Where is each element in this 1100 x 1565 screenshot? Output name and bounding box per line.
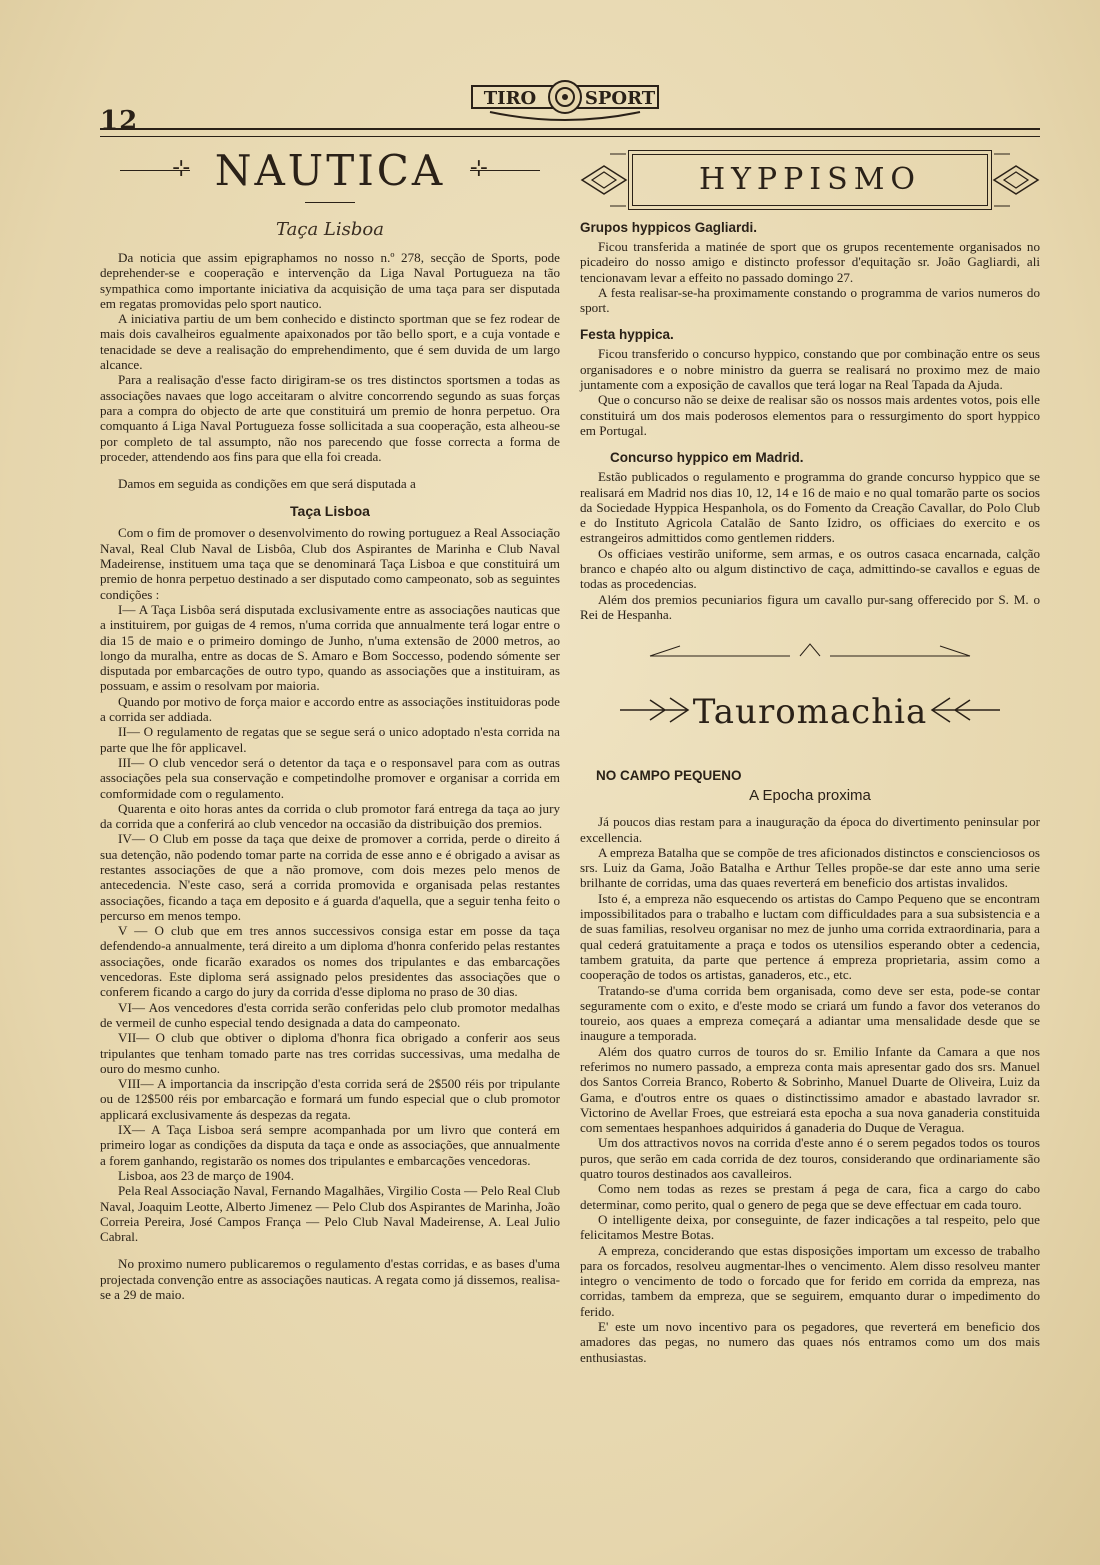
item-heading: Concurso hyppico em Madrid. [610, 450, 804, 466]
closing-paragraph: No proximo numero publicaremos o regulamento d'estas corridas, e as bases d'uma projectada convenção entre as associações nauticas. A regata como já dissemos, realisa-se a 29 de maio. [100, 1256, 560, 1302]
paragraph: Além dos quatro curros de touros do sr. Emilio Infante da Camara a que nos referimos no numero passado, a empreza conta mais apresentar gado dos srs. Manuel dos Santos Correia Branco, Roberto & Sobrinho, Manuel Duarte de Oliveira, Luiz da Gama, e d'outros entre os quaes o distinctissimo amador e abastado lavrador sr. Victorino de Avellar Froes, que estreiará esta epocha a sua nova ganaderia constituida com sementaes hespanhoes adquiridos á ganaderia do Duque de Veragua. [580, 1043, 1040, 1136]
flourish-icon: ⊹ [469, 156, 488, 181]
hyppismo-heading [580, 140, 1040, 214]
paragraph: A empreza, conciderando que estas disposições importam um excesso de trabalho para os forcados, resolveu augmentar-lhes o vencimento. Alem disso resolveu manter integro o vencimento de todo o forcado que for ferido em corrida da empreza, nas corridas, tambem da empreza, que se seguirem, emquanto durar o impedimento do ferido. [580, 1242, 1040, 1319]
date-line: Lisboa, aos 23 de março de 1904. [118, 1167, 294, 1183]
paragraph: A festa realisar-se-ha proximamente constando o programma de varios numeros do sport. [580, 284, 1040, 316]
paragraph: O intelligente deixa, por conseguinte, de fazer indicações a tal respeito, pelo que felicitamos Mestre Botas. [580, 1211, 1040, 1243]
condition: V — O club que em tres annos successivos consiga estar em posse da taça defendendo-a annualmente, terá direito a um diploma d'honra conferido pelas restantes associações, onde ficarão exarados os nomes dos tripulantes e das embarcações vencedoras. Este diploma será assignado pelos presidentes das associações que o conferem ficando a cargo do jury da corrida d'esse diploma no praso de 30 dias. [100, 923, 560, 1000]
masthead-logo [470, 72, 660, 122]
paragraph: A empreza Batalha que se compõe de tres aficionados distinctos e conscienciosos os srs. Luiz da Gama, João Batalha e Arthur Telles propõe-se dar este anno uma serie brilhante de corridas, uma das quaes reverterá em beneficio dos artistas invalidos. [580, 844, 1040, 891]
condition: VI— Aos vencedores d'esta corrida serão conferidas pelo club promotor medalhas de vermeil de cunho especial tendo designada a data do campeonato. [100, 999, 560, 1030]
paragraph: Ficou transferido o concurso hyppico, constando que por combinação entre os seus organisadores e o nobre ministro da guerra se realisará no proximo mez de maio juntamente com a exposição de cavallos que terá logar na Real Tapada da Ajuda. [580, 346, 1040, 393]
arrow-flourish-right-icon [930, 690, 1000, 730]
paragraph: Além dos premios pecuniarios figura um cavallo pur-sang offerecido por S. M. o Rei de Hespanha. [580, 591, 1040, 622]
page-number: 12 [100, 106, 139, 136]
header-rule [100, 128, 1040, 137]
signatures: Pela Real Associação Naval, Fernando Magalhães, Virgilio Costa — Pelo Real Club Naval, Joaquim Leotte, Alberto Jimenez — Pelo Club dos Aspirantes de Marinha, João Correia Pereira, José Campos França — Pelo Club Naval Madeirense, A. Leal Julio Cabral. [100, 1183, 560, 1245]
condition: IX— A Taça Lisboa será sempre acompanhada por um livro que conterá em primeiro logar as condições da disputa da taça e onde as associações, que annualmente a forem ganhando, registarão os nomes dos tripulantes e embarcações vencedoras. [100, 1122, 560, 1168]
ornament-divider-icon [640, 642, 980, 666]
divider [305, 202, 355, 203]
paragraph: Que o concurso não se deixe de realisar são os nossos mais ardentes votos, pois elle constituirá um dos mais poderosos elementos para o ressurgimento do sport hyppico em Portugal. [580, 392, 1040, 438]
tauromachia-heading [580, 622, 1040, 772]
condition: III— O club vencedor será o detentor da taça e o responsavel para com as outras associações pela sua conservação e competindolhe promover e organisar a corrida em comformidade com o regulamento. [100, 754, 560, 801]
right-column [580, 140, 1040, 1365]
condition: I— A Taça Lisbôa será disputada exclusivamente entre as associações nauticas que a instituirem, por guigas de 4 remos, n'uma corrida que annualmente terá logar entre o dia 15 de maio e o primeiro domingo de Junho, n'uma extensão de 2000 metros, ao longo da muralha, entre as docas de S. Amaro e Bom Soccesso, podendo sómente ser disputada por embarcações de outro typo, quando as associações que a instituiram, as possuam, e assim o resolvam por maioria. [100, 601, 560, 694]
paragraph: Os officiaes vestirão uniforme, sem armas, e os outros casaca encarnada, calção branco e chapéo alto ou algum distinctivo de caça, admittindo-se cavallos e eguas de todas as procedencias. [580, 545, 1040, 592]
item-heading: Festa hyppica. [580, 327, 674, 343]
condition: Quando por motivo de força maior e accordo entre as associações instituidoras pode a corrida ser addiada. [100, 693, 560, 725]
condition: VII— O club que obtiver o diploma d'honra fica obrigado a conferir aos seus tripulantes que tenham tomado parte nas tres corridas successivas, uma medalha de ouro do mesmo cunho. [100, 1030, 560, 1076]
heading-rule-right [470, 170, 540, 171]
condition: Com o fim de promover o desenvolvimento do rowing portuguez a Real Associação Naval, Real Club Naval de Lisbôa, Club dos Aspirantes de Marinha e Club Naval Madeirense, instituem uma taça que se denominará Taça Lisboa e que constituirá um premio de honra perpetuo destinado a ser disputado como campeonato, sob as seguintes condições : [100, 525, 560, 602]
condition: IV— O Club em posse da taça que deixe de promover a corrida, perde o direito á sua detenção, não podendo tomar parte na corrida de esse anno e é obrigado a avisar as restantes associações de que a não promove, com dois mezes pelo menos de antecedencia. N'este caso, será a corrida promovida e organisada pelas restantes associações, ficando a taça em deposito e á guarda d'aquella, que a seguir tenha feito o percurso em menos tempo. [100, 831, 560, 923]
condition: VIII— A importancia da inscripção d'esta corrida será de 2$500 réis por tripulante ou de 12$500 réis por embarcação e formará um fundo especial que o club promotor applicará exclusivamente ás despezas da regata. [100, 1076, 560, 1122]
ornament-right-icon [992, 150, 1040, 210]
paragraph: Ficou transferida a matinée de sport que os grupos recentemente organisados no picadeiro do nosso amigo e distincto professor d'equitação sr. João Gagliardi, ali tencionavam levar a effeito no passado domingo 27. [580, 239, 1040, 285]
nautica-heading [100, 140, 560, 202]
paragraph: Já poucos dias restam para a inauguração da época do divertimento peninsular por excellencia. [580, 814, 1040, 845]
condition: Quarenta e oito horas antes da corrida o club promotor fará entrega da taça ao jury da corrida que a conferirá ao club vencedor na occasião da distribuição dos premios. [100, 800, 560, 832]
paragraph: Da noticia que assim epigraphamos no nosso n.º 278, secção de Sports, pode deprehender-se e cooperação e intervenção da Liga Naval Portugueza na tão sympathica como importante iniciativa da acquisição de uma taça para ser disputada em regatas promovidas pelo sport nautico. [100, 250, 560, 311]
section-title: HYPPISMO [698, 162, 922, 197]
flourish-icon: ⊹ [172, 156, 191, 181]
left-column [100, 140, 560, 1302]
article-subtitle: Taça Lisboa [276, 219, 384, 240]
paragraph: Como nem todas as rezes se prestam á pega de cara, fica a cargo do cabo determinar, como perito, qual o genero de pega que se deve effectuar em cada touro. [580, 1181, 1040, 1212]
paragraph: Isto é, a empreza não esquecendo os artistas do Campo Pequeno que se encontram impossibilitados para o trabalho e luctam com difficuldades para a sua subsistencia e a de suas familias, resolveu organisar no mez de junho uma corrida extraordinaria, para a qual cederá gratuitamente a praça e todos os utensilios esperando obter a cedencia, tambem gratuita, da parte que pertence á empreza proprietaria, assim como a cooperação de todos os artistas, ganaderos, etc., etc. [580, 890, 1040, 983]
paragraph: A iniciativa partiu de um bem conhecido e distincto sportman que se fez rodear de mais dois cavalheiros egualmente apaixonados por tão bello sport, e a cuja vontade e tenacidade se deve a realisação do emprehendimento, que é sem duvida de um largo alcance. [100, 311, 560, 373]
paragraph: Damos em seguida as condições em que será disputada a [118, 476, 416, 492]
section-title: NAUTICA [214, 146, 446, 195]
condition: II— O regulamento de regatas que se segue será o unico adoptado n'esta corrida na parte que lhe fôr applicavel. [100, 724, 560, 755]
item-heading: Grupos hyppicos Gagliardi. [580, 220, 758, 235]
article-subtitle: A Epocha proxima [749, 787, 871, 805]
paragraph: E' este um novo incentivo para os pegadores, que reverterá em beneficio dos amadores das pegas, no numero das quaes nós entramos como um dos mais enthusiastas. [580, 1319, 1040, 1365]
paragraph: Para a realisação d'esse facto dirigiram-se os tres distinctos sportsmen a todas as associações navaes que logo acceitaram o alvitre concorrendo segundo as suas forças para a compra do objecto de arte que constituirá um premio de honra perpetuo. Ora comquanto á Liga Naval Portugueza fosse sollicitada a sua cooperação, esta alheou-se por completo de tal assumpto, não nos parecendo que fosse correcta a forma de proceder, attendendo aos fins para que ella foi creada. [100, 372, 560, 464]
section-title: Tauromachia [692, 692, 928, 733]
svg-text:SPORT: SPORT [584, 88, 656, 109]
article-kicker: NO CAMPO PEQUENO [596, 768, 742, 784]
paragraph: Tratando-se d'uma corrida bem organisada, como deve ser esta, pode-se contar seguramente com o exito, e d'este modo se criará um fundo a favor dos veteranos do toureio, aos quaes a empreza começará a adiantar uma mensalidade desde que se inaugure a temporada. [580, 982, 1040, 1044]
paragraph: Estão publicados o regulamento e programma do grande concurso hyppico que se realisará em Madrid nos dias 10, 12, 14 e 16 de maio e no qual tomarão parte os socios da Sociedade Hyppica Hespanhola, os do Fomento da Creação Cavallar, do Polo Club e do Instituto Agricola Catalão de Santo Izidro, os officiaes do exercito e os estrangeiros admittidos como gentlemen ridders. [580, 469, 1040, 546]
paragraph: Um dos attractivos novos na corrida d'este anno é o serem pegados todos os touros puros, que serão em cada corrida de dez touros, considerando que ordinariamente são quatro touros destinados aos cavalleiros. [580, 1135, 1040, 1182]
bold-heading: Taça Lisboa [290, 503, 370, 520]
svg-text:TIRO: TIRO [483, 88, 537, 109]
